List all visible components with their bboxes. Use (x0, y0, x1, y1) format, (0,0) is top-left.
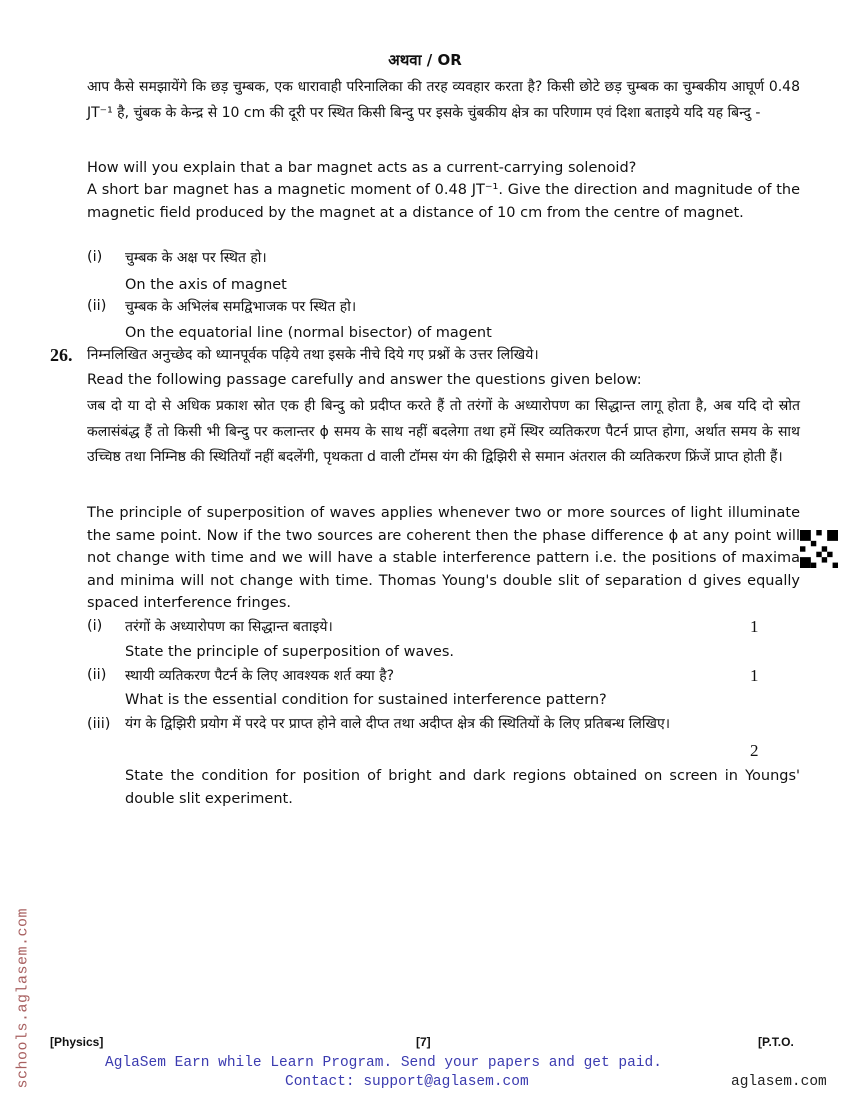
part-hindi: यंग के द्विझिरी प्रयोग में परदे पर प्राप्त होने वाले दीप्त तथा अदीप्त क्षेत्र की स्थितियों के लिए प्रतिबन्ध लिखिए। (125, 716, 671, 732)
marks: 2 (750, 741, 759, 760)
part-english: On the axis of magnet (125, 277, 287, 293)
part-hindi: चुम्बक के अभिलंब समद्विभाजक पर स्थित हो। (125, 299, 357, 315)
footer-subject: [Physics] (50, 1035, 104, 1049)
contact-link[interactable]: Contact: support@aglasem.com (285, 1074, 529, 1090)
part-hindi: तरंगों के अध्यारोपण का सिद्धान्त बताइये। (125, 619, 333, 635)
part-english: State the principle of superposition of waves. (125, 644, 454, 660)
footer-pto: [P.T.O. (758, 1035, 794, 1049)
q25-or-english-2: A short bar magnet has a magnetic moment of 0.48 JT⁻¹. Give the direction and magnitude of the magnetic field produced by the magnet at a distance of 10 cm from the centre of magnet. (87, 182, 800, 221)
q25-or-hindi: आप कैसे समझायेंगे कि छड़ चुम्बक, एक धारावाही परिनालिका की तरह व्यवहार करता है? किसी छोटे छड़ चुम्बक का चुम्बकीय आघूर्ण 0.48 JT⁻¹ है, चुंबक के केन्द्र से 10 cm की दूरी पर स्थित किसी बिन्दु पर इसके चुंबकीय क्षेत्र का परिणाम एवं दिशा बताइये यदि यह बिन्दु - (87, 79, 800, 121)
part-english: State the condition for position of bright and dark regions obtained on screen in Youngs' double slit experiment. (125, 768, 800, 807)
part-hindi: स्थायी व्यतिकरण पैटर्न के लिए आवश्यक शर्त क्या है? (125, 668, 395, 684)
q26-english-instruction: Read the following passage carefully and answer the questions given below: (87, 372, 642, 388)
qr-code-icon (800, 528, 838, 570)
or-heading: अथवा / OR (388, 51, 462, 69)
part-number: (ii) (87, 298, 107, 314)
site-link[interactable]: aglasem.com (731, 1074, 827, 1090)
q25-or-english-1: How will you explain that a bar magnet acts as a current-carrying solenoid? (87, 160, 637, 176)
q26-hindi-passage: जब दो या दो से अधिक प्रकाश स्रोत एक ही बिन्दु को प्रदीप्त करते हैं तो तरंगों के अध्यारोपण का सिद्धान्त लागू होता है, अब यदि दो स्रोत कलासंबंद्ध हैं तो किसी भी बिन्दु पर कलान्तर ϕ समय के साथ नहीं बदलेगा तथा हमें स्थिर व्यतिकरण पैटर्न प्राप्त होगा, अर्थात समय के साथ उच्चिष्ठ तथा निम्निष्ठ की स्थितियाँ नहीं बदलेंगी, पृथकता d वाली टॉमस यंग की द्विझिरी से समान अंतराल की व्यतिकरण फ्रिंजें प्राप्त होती हैं। (87, 398, 800, 465)
part-number: (i) (87, 249, 103, 265)
part-number: (ii) (87, 667, 107, 683)
part-hindi: चुम्बक के अक्ष पर स्थित हो। (125, 250, 267, 266)
part-number: (iii) (87, 716, 111, 732)
part-english: What is the essential condition for sustained interference pattern? (125, 692, 607, 708)
watermark: schools.aglasem.com (14, 907, 32, 1089)
question-number: 26. (50, 345, 73, 365)
marks: 1 (750, 617, 759, 636)
q26-english-passage: The principle of superposition of waves applies whenever two or more sources of light illuminate the same point. Now if the two sources are coherent then the phase difference ϕ at any point will not change with time and we will have a stable interference pattern i.e. the positions of maxima and minima will not change with time. Thomas Young's double slit of separation d gives equally spaced interference fringes. (87, 505, 800, 611)
part-english: On the equatorial line (normal bisector) of magent (125, 325, 492, 341)
footer-page-number: [7] (416, 1035, 431, 1049)
part-number: (i) (87, 618, 103, 634)
ad-banner-text: AglaSem Earn while Learn Program. Send your papers and get paid. (105, 1055, 662, 1071)
q26-hindi-instruction: निम्नलिखित अनुच्छेद को ध्यानपूर्वक पढ़िये तथा इसके नीचे दिये गए प्रश्नों के उत्तर लिखिये। (87, 347, 539, 363)
marks: 1 (750, 666, 759, 685)
